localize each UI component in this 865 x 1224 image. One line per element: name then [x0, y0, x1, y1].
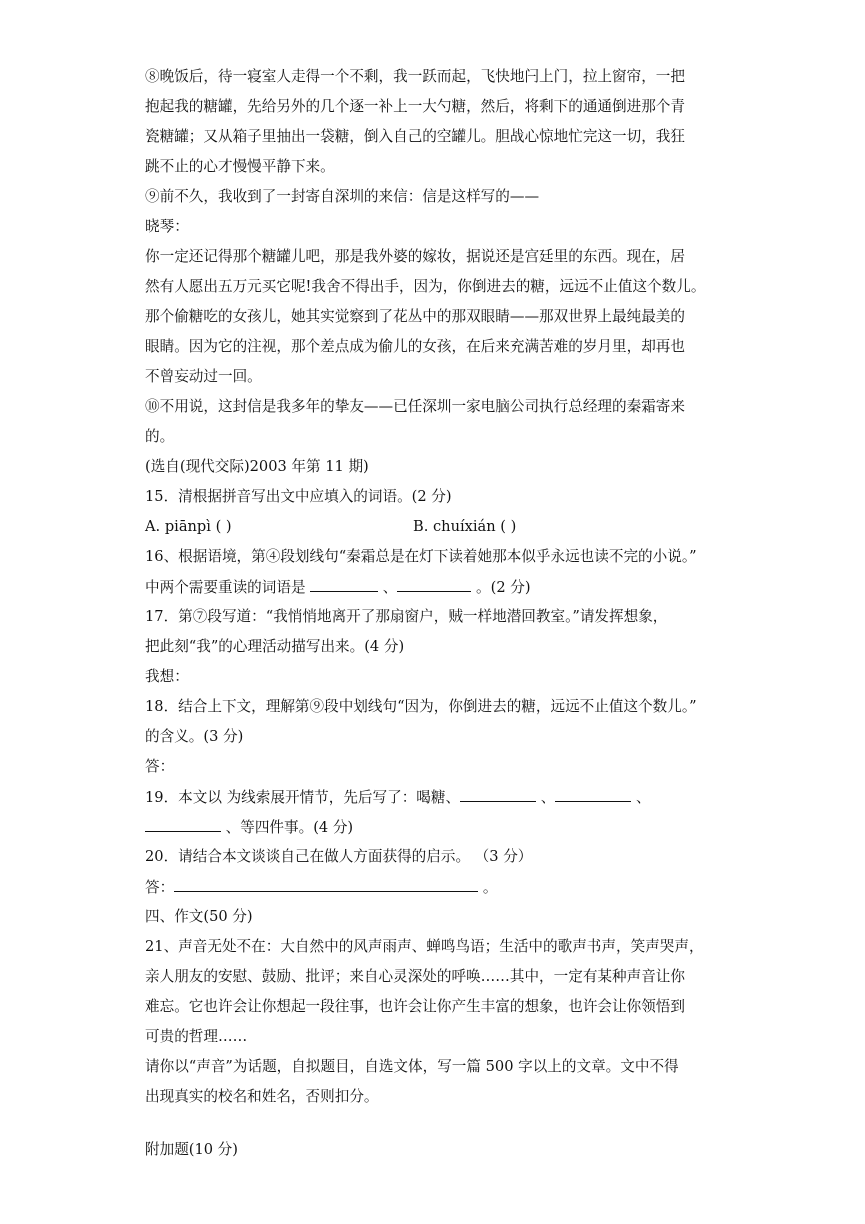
question-21-line: 亲人朋友的安慰、鼓励、批评；来自心灵深处的呼唤……其中，一定有某种声音让你	[145, 968, 685, 985]
question-20: 20．请结合本文谈谈自己在做人方面获得的启示。 （3 分）	[145, 848, 533, 865]
letter-body-line: 不曾妄动过一回。	[145, 368, 262, 385]
question-16-prefix: 中两个需要重读的词语是	[145, 579, 311, 596]
answer-blank[interactable]	[174, 877, 478, 892]
question-15: 15．清根据拼音写出文中应填入的词语。(2 分)	[145, 488, 452, 505]
letter-body-line: 眼睛。因为它的注视，那个差点成为偷儿的女孩，在后来充满苦难的岁月里，却再也	[145, 338, 685, 355]
letter-salutation: 晓琴：	[145, 218, 189, 235]
paragraph-10-line: ⑩不用说，这封信是我多年的挚友——已任深圳一家电脑公司执行总经理的秦霜寄来	[145, 398, 685, 415]
requirement-line: 请你以“声音”为话题，自拟题目，自选文体，写一篇 500 字以上的文章。文中不得	[145, 1058, 679, 1075]
paragraph-8-line: 抱起我的糖罐，先给另外的几个逐一补上一大勺糖，然后，将剩下的通通倒进那个青	[145, 98, 685, 115]
question-18: 18．结合上下文，理解第⑨段中划线句“因为，你倒进去的糖，远远不止值这个数儿。”	[145, 698, 697, 715]
question-19	[145, 787, 735, 808]
answer-label: 答：	[145, 879, 175, 896]
question-19-suffix: 、等四件事。(4 分)	[221, 819, 354, 836]
paragraph-8-line: 瓷糖罐；又从箱子里抽出一袋糖，倒入自己的空罐儿。胆战心惊地忙完这一切，我狂	[145, 128, 685, 145]
requirement-line: 出现真实的校名和姓名，否则扣分。	[145, 1088, 379, 1105]
answer-blank[interactable]	[145, 817, 221, 832]
bonus-heading: 附加题(10 分)	[145, 1141, 238, 1158]
option-b: B. chuíxián ( )	[413, 518, 517, 535]
separator: 、	[536, 789, 556, 806]
letter-body-line: 那个偷糖吃的女孩儿，她其实觉察到了花丛中的那双眼睛——那双世界上最纯最美的	[145, 308, 685, 325]
paragraph-8-line: ⑧晚饭后，待一寝室人走得一个不剩，我一跃而起，飞快地闩上门，拉上窗帘，一把	[145, 68, 685, 85]
question-20-answer	[145, 877, 735, 898]
question-18-cont: 的含义。(3 分)	[145, 728, 244, 745]
answer-blank[interactable]	[460, 787, 536, 802]
answer-label: 答：	[145, 758, 175, 775]
answer-label: 我想：	[145, 668, 189, 685]
question-15-options	[145, 517, 735, 537]
question-21-line: 21、声音无处不在：大自然中的风声雨声、蝉鸣鸟语；生活中的歌声书声，笑声哭声，	[145, 938, 704, 955]
question-21-line: 难忘。它也许会让你想起一段往事，也许会让你产生丰富的想象，也许会让你领悟到	[145, 998, 685, 1015]
section-4-heading: 四、作文(50 分)	[145, 908, 253, 925]
question-19-prefix: 19．本文以 为线索展开情节，先后写了：喝糖、	[145, 789, 461, 806]
question-21-line: 可贵的哲理……	[145, 1028, 248, 1045]
question-16-blanks	[145, 577, 735, 598]
paragraph-10-line: 的。	[145, 428, 175, 445]
separator: 、	[378, 579, 398, 596]
letter-body-line: 你一定还记得那个糖罐儿吧，那是我外婆的嫁妆，据说还是宫廷里的东西。现在，居	[145, 248, 685, 265]
score-note: 。(2 分)	[471, 579, 531, 596]
paragraph-9: ⑨前不久，我收到了一封寄自深圳的来信：信是这样写的——	[145, 188, 540, 205]
answer-blank[interactable]	[555, 787, 631, 802]
separator: 、	[631, 789, 651, 806]
question-17-cont: 把此刻“我”的心理活动描写出来。(4 分)	[145, 638, 405, 655]
question-17: 17．第⑦段写道：“我悄悄地离开了那扇窗户，贼一样地潜回教室。”请发挥想象，	[145, 608, 668, 625]
option-a: A. piānpì ( )	[145, 518, 232, 535]
period: 。	[478, 879, 498, 896]
answer-blank[interactable]	[310, 577, 378, 592]
question-16: 16、根据语境，第④段划线句“秦霜总是在灯下读着她那本似乎永远也读不完的小说。”	[145, 548, 697, 565]
answer-blank[interactable]	[397, 577, 471, 592]
source-citation: (选自(现代交际)2003 年第 11 期)	[145, 458, 369, 475]
paragraph-8-line: 跳不止的心才慢慢平静下来。	[145, 158, 335, 175]
question-19-cont	[145, 817, 735, 838]
letter-body-line: 然有人愿出五万元买它呢!我舍不得出手，因为，你倒进去的糖，远远不止值这个数儿。	[145, 278, 706, 295]
